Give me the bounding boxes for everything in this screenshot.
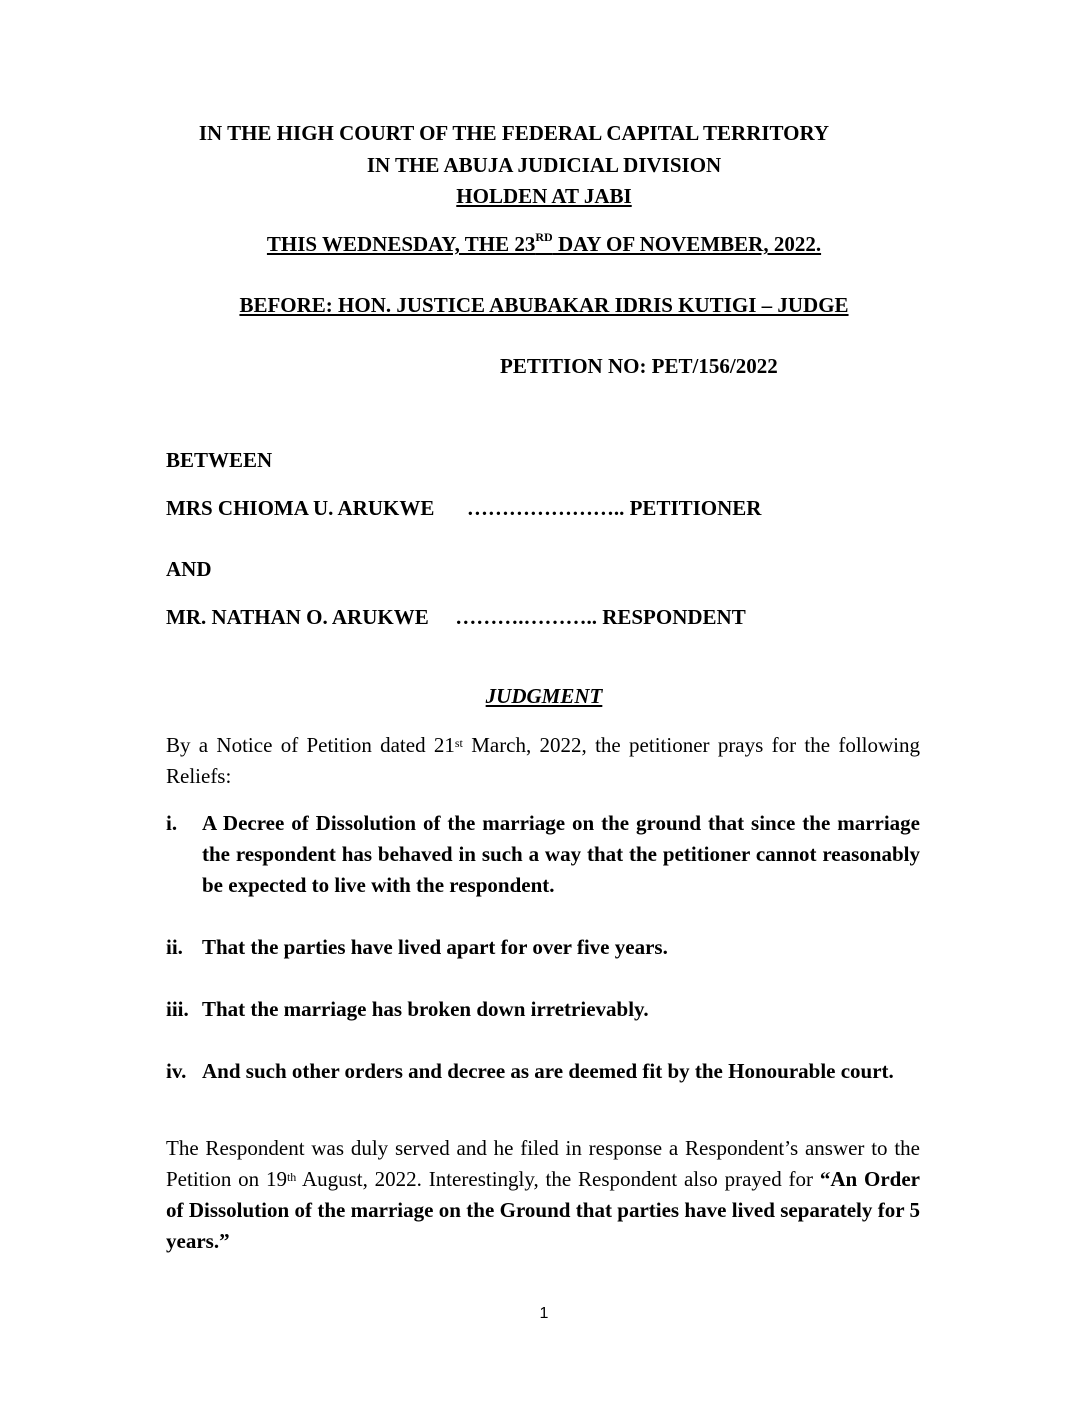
- date-prefix: THIS WEDNESDAY, THE 23: [266, 232, 536, 256]
- relief-item: [166, 932, 920, 963]
- division-heading: IN THE ABUJA JUDICIAL DIVISION: [366, 153, 722, 177]
- response-superscript: th: [286, 1170, 297, 1184]
- petitioner-line: [166, 496, 761, 521]
- intro-superscript: st: [454, 736, 463, 750]
- petition-number: PETITION NO: PET/156/2022: [500, 354, 778, 378]
- response-bold-prayer: “An Order of Dissolution of the marriage on the Ground that parties have lived separately for 5 years.”: [166, 1167, 920, 1253]
- relief-item: [166, 808, 920, 901]
- intro-text-a: By a Notice of Petition dated 21: [166, 733, 455, 757]
- response-text-b: August, 2022. Interestingly, the Respondent also prayed for: [296, 1167, 820, 1191]
- intro-text-b: March, 2022, the petitioner prays for the following Reliefs:: [166, 733, 920, 788]
- date-suffix: DAY OF NOVEMBER, 2022.: [552, 232, 822, 256]
- relief-text: That the parties have lived apart for over five years.: [202, 935, 668, 959]
- relief-number: ii.: [166, 935, 183, 959]
- relief-text: And such other orders and decree as are deemed fit by the Honourable court.: [202, 1059, 894, 1083]
- petitioner-name: MRS CHIOMA U. ARUKWE: [166, 496, 435, 520]
- judgment-title: JUDGMENT: [485, 684, 603, 708]
- response-text-a: The Respondent was duly served and he filed in response a Respondent’s answer to the Petition on 19: [166, 1136, 920, 1191]
- response-paragraph: [166, 1133, 920, 1257]
- petitioner-dots: …………………..: [466, 496, 625, 520]
- date-superscript: RD: [535, 230, 553, 244]
- relief-number: iv.: [166, 1059, 187, 1083]
- respondent-dots: ……….………..: [455, 605, 603, 629]
- respondent-name: MR. NATHAN O. ARUKWE: [166, 605, 429, 629]
- relief-text: That the marriage has broken down irretrievably.: [202, 997, 649, 1021]
- relief-item: [166, 1056, 920, 1087]
- court-heading: IN THE HIGH COURT OF THE FEDERAL CAPITAL TERRITORY: [198, 121, 830, 145]
- between-label: BETWEEN: [166, 448, 273, 472]
- respondent-role: RESPONDENT: [602, 605, 746, 629]
- intro-paragraph: [166, 730, 920, 792]
- respondent-line: [166, 605, 746, 630]
- and-label: AND: [166, 557, 212, 581]
- before-line: BEFORE: HON. JUSTICE ABUBAKAR IDRIS KUTIGI – JUDGE: [239, 293, 849, 317]
- petitioner-role: PETITIONER: [624, 496, 762, 520]
- relief-number: iii.: [166, 997, 189, 1021]
- holden-heading: HOLDEN AT JABI: [456, 184, 632, 208]
- page-number: 1: [539, 1305, 549, 1322]
- date-line: [0, 232, 1088, 257]
- relief-number: i.: [166, 811, 178, 835]
- relief-item: [166, 994, 920, 1025]
- relief-text: A Decree of Dissolution of the marriage on the ground that since the marriage the respondent has behaved in such a way that the petitioner cannot reasonably be expected to live with the respondent.: [202, 811, 920, 897]
